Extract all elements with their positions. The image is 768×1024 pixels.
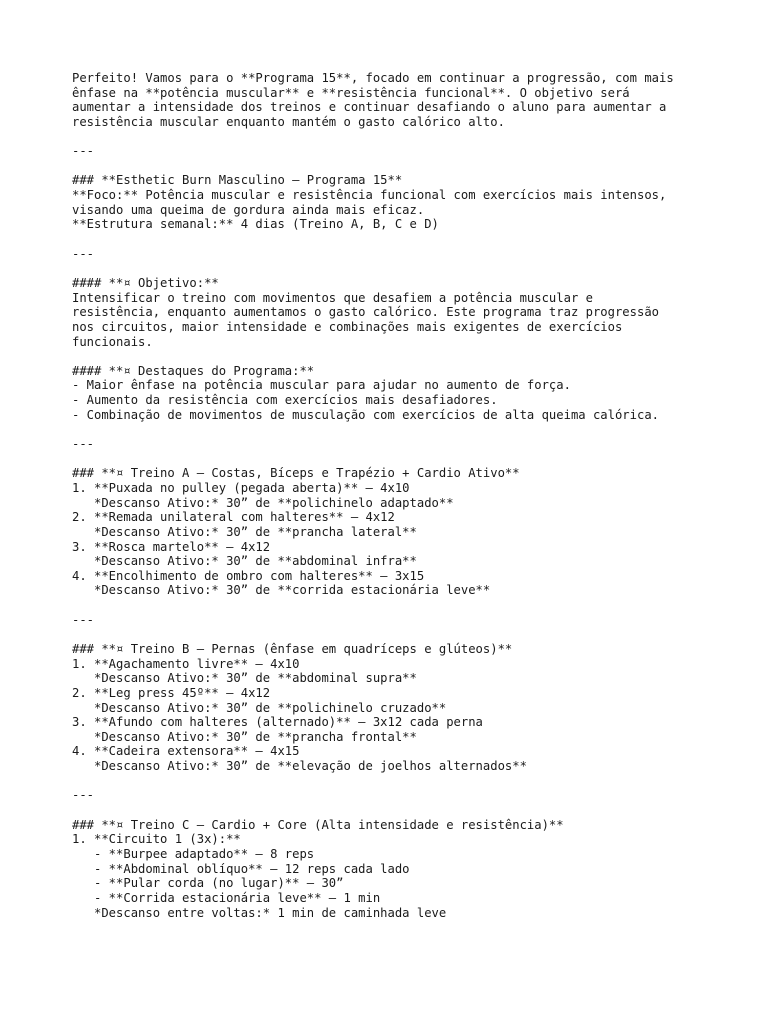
text-line: - **Abdominal oblíquo** – 12 reps cada lado: [72, 861, 410, 876]
text-line: 4. **Cadeira extensora** – 4x15: [72, 744, 300, 759]
text-line: #### **¤ Objetivo:**: [72, 275, 219, 290]
text-line: **Foco:** Potência muscular e resistência funcional com exercícios mais intensos,: [72, 188, 667, 203]
text-line: 1. **Puxada no pulley (pegada aberta)** – 4x10: [72, 480, 410, 495]
text-line: 1. **Agachamento livre** – 4x10: [72, 656, 300, 671]
horizontal-rule-line: ---: [72, 144, 95, 159]
text-line: 3. **Rosca martelo** – 4x12: [72, 539, 271, 554]
blank-line: [72, 232, 762, 247]
text-line: *Descanso Ativo:* 30” de **prancha frontal**: [72, 729, 417, 744]
text-line: *Descanso Ativo:* 30” de **polichinelo cruzado**: [72, 700, 447, 715]
text-line: resistência muscular enquanto mantém o gasto calórico alto.: [72, 114, 505, 129]
text-line: *Descanso Ativo:* 30” de **polichinelo adaptado**: [72, 495, 454, 510]
blank-line: [72, 598, 762, 613]
text-line: Intensificar o treino com movimentos que desafiem a potência muscular e: [72, 290, 593, 305]
text-line: aumentar a intensidade dos treinos e continuar desafiando o aluno para aumentar a: [72, 100, 667, 115]
text-line: ### **¤ Treino B – Pernas (ênfase em quadríceps e glúteos)**: [72, 641, 513, 656]
horizontal-rule-line: ---: [72, 246, 95, 261]
text-line: 2. **Leg press 45º** – 4x12: [72, 685, 271, 700]
text-line: - Aumento da resistência com exercícios mais desafiadores.: [72, 393, 498, 408]
text-line: ### **¤ Treino A – Costas, Bíceps e Trapézio + Cardio Ativo**: [72, 466, 520, 481]
text-line: #### **¤ Destaques do Programa:**: [72, 363, 315, 378]
text-line: - **Burpee adaptado** – 8 reps: [72, 846, 315, 861]
blank-line: [72, 159, 762, 174]
blank-line: [72, 422, 762, 437]
text-line: *Descanso Ativo:* 30” de **prancha lateral**: [72, 524, 417, 539]
text-line: *Descanso entre voltas:* 1 min de caminhada leve: [72, 905, 447, 920]
horizontal-rule-line: ---: [72, 788, 95, 803]
text-line: ### **Esthetic Burn Masculino – Programa 15**: [72, 173, 403, 188]
text-line: 2. **Remada unilateral com halteres** – 4x12: [72, 510, 395, 525]
blank-line: [72, 261, 762, 276]
text-line: **Estrutura semanal:** 4 dias (Treino A, B, C e D): [72, 217, 439, 232]
blank-line: [72, 803, 762, 818]
text-line: ### **¤ Treino C – Cardio + Core (Alta intensidade e resistência)**: [72, 817, 564, 832]
text-line: *Descanso Ativo:* 30” de **abdominal supra**: [72, 671, 417, 686]
text-line: - **Corrida estacionária leve** – 1 min: [72, 890, 381, 905]
text-line: - Maior ênfase na potência muscular para ajudar no aumento de força.: [72, 378, 571, 393]
text-line: funcionais.: [72, 334, 153, 349]
text-line: - **Pular corda (no lugar)** – 30”: [72, 876, 344, 891]
text-line: resistência, enquanto aumentamos o gasto calórico. Este programa traz progressão: [72, 305, 659, 320]
blank-line: [72, 349, 762, 364]
text-line: *Descanso Ativo:* 30” de **corrida estacionária leve**: [72, 583, 491, 598]
text-line: 3. **Afundo com halteres (alternado)** – 3x12 cada perna: [72, 715, 483, 730]
text-line: Perfeito! Vamos para o **Programa 15**, focado em continuar a progressão, com mais: [72, 71, 674, 85]
text-line: ênfase na **potência muscular** e **resistência funcional**. O objetivo será: [72, 85, 630, 100]
text-line: - Combinação de movimentos de musculação com exercícios de alta queima calórica.: [72, 407, 659, 422]
blank-line: [72, 130, 762, 145]
horizontal-rule-line: ---: [72, 437, 95, 452]
text-line: 1. **Circuito 1 (3x):**: [72, 832, 241, 847]
text-line: *Descanso Ativo:* 30” de **abdominal infra**: [72, 554, 417, 569]
text-line: visando uma queima de gordura ainda mais eficaz.: [72, 202, 425, 217]
text-line: 4. **Encolhimento de ombro com halteres** – 3x15: [72, 568, 425, 583]
blank-line: [72, 627, 762, 642]
blank-line: [72, 774, 762, 789]
blank-line: [72, 452, 762, 467]
text-line: nos circuitos, maior intensidade e combinações mais exigentes de exercícios: [72, 319, 623, 334]
text-line: *Descanso Ativo:* 30” de **elevação de joelhos alternados**: [72, 759, 527, 774]
horizontal-rule-line: ---: [72, 612, 95, 627]
document-body: [72, 71, 762, 920]
